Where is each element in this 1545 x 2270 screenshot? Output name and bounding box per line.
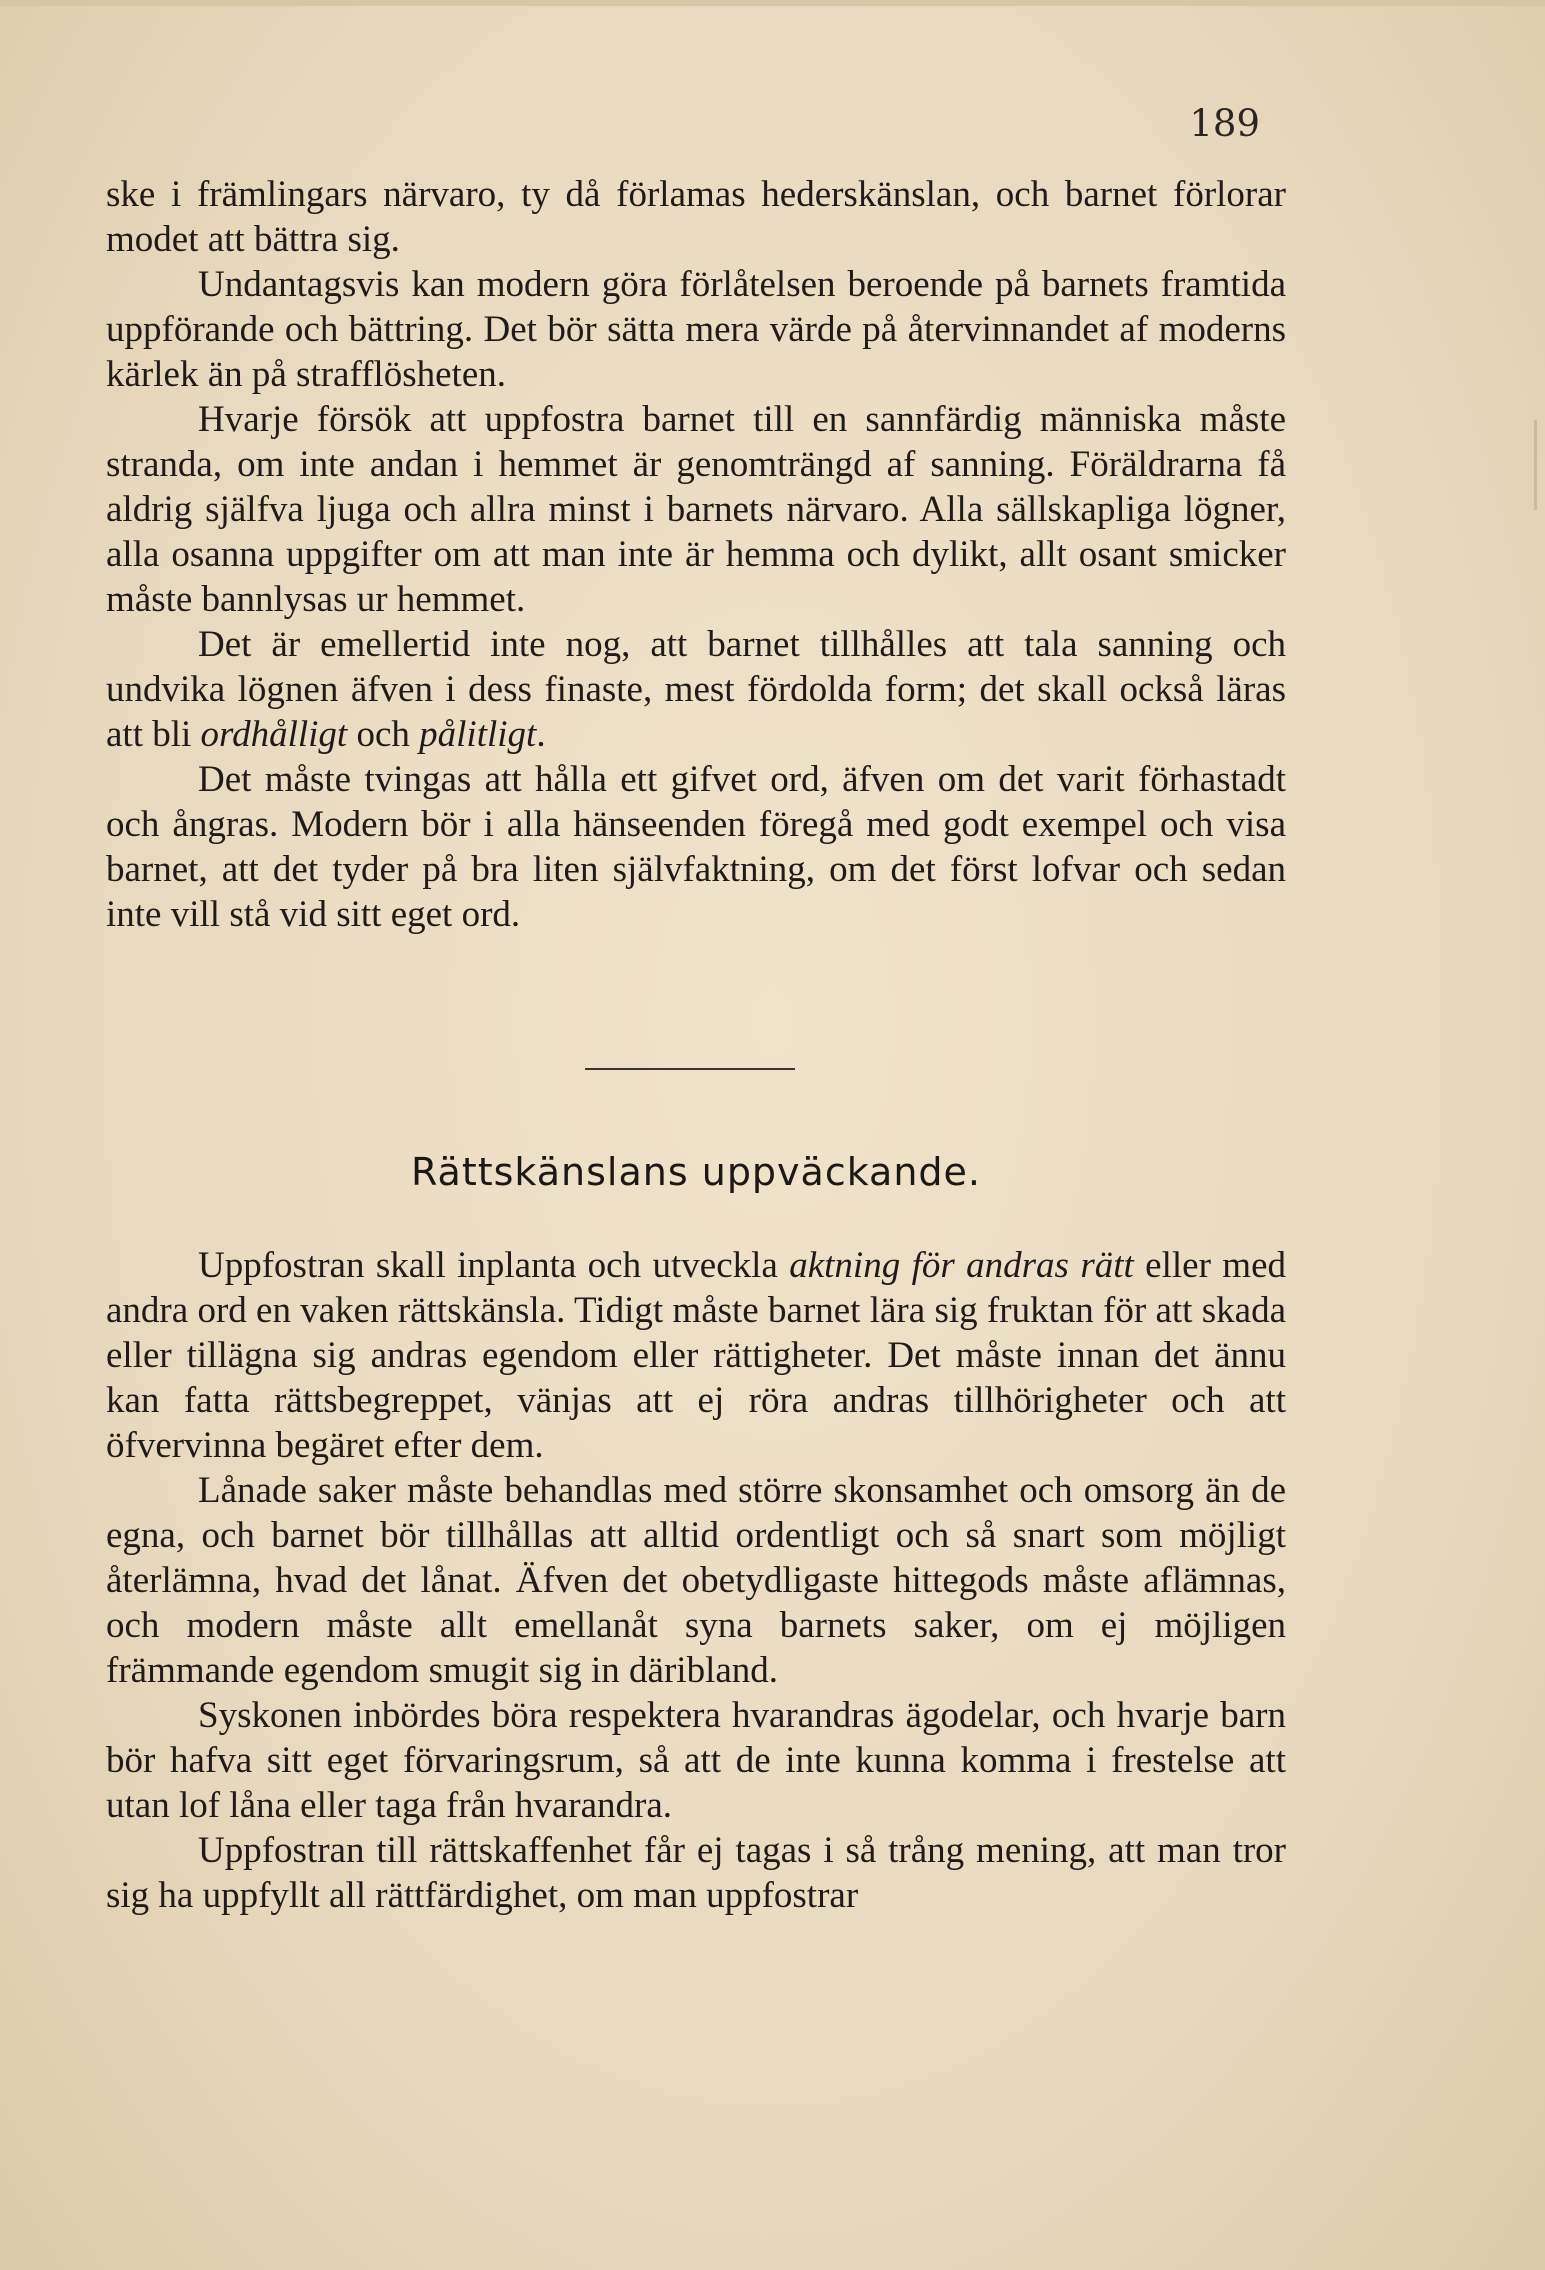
emphasis-palitligt: pålitligt [419,714,537,755]
paragraph-8 [106,1693,1286,1828]
paragraph-4 [106,622,1286,757]
page-edge-shadow [1534,420,1537,510]
paragraph-2-text: Undantagsvis kan modern göra förlåtelsen beroende på barnets framtida uppförande och bättring. Det bör sätta mera värde på återvinnandet af moderns kärlek än på strafflösheten. [106,264,1286,395]
paragraph-6-text: Uppfostran skall inplanta och utveckla [198,1245,790,1286]
paragraph-5 [106,757,1286,937]
paragraph-4-text: Det är emellertid inte nog, att barnet tillhålles att tala sanning och undvika lögnen äfven i dess finaste, mest fördolda form; det skall också läras att bli [106,624,1286,755]
paragraph-5-text: Det måste tvingas att hålla ett gifvet ord, äfven om det varit förhastadt och ångras. Modern bör i alla hänseenden föregå med godt exempel och visa barnet, att det tyder på bra liten självfaktning, om det först lofvar och sedan inte vill stå vid sitt eget ord. [106,759,1286,935]
paragraph-3 [106,397,1286,622]
page-top-edge [0,0,1545,6]
emphasis-aktning: aktning för andras rätt [789,1245,1134,1286]
paragraph-9-text: Uppfostran till rättskaffenhet får ej tagas i så trång mening, att man tror sig ha uppfyllt all rättfärdighet, om man uppfostrar [106,1830,1286,1916]
paragraph-3-text: Hvarje försök att uppfostra barnet till en sannfärdig människa måste stranda, om inte andan i hemmet är genomträngd af sanning. Föräldrarna få aldrig själfva ljuga och allra minst i barnets närvaro. Alla sällskapliga lögner, alla osanna uppgifter om att man inte är hemma och dylikt, allt osant smicker måste bannlysas ur hemmet. [106,399,1286,620]
paragraph-9 [106,1828,1286,1918]
emphasis-ordhalligt: ordhålligt [200,714,348,755]
section-divider-rule [585,1068,795,1070]
paragraph-4-connector: och [347,714,420,755]
paragraph-2 [106,262,1286,397]
paragraph-7 [106,1468,1286,1693]
section-body-top [106,172,1286,937]
section-heading: Rättskänslans uppväckande. [410,1150,982,1194]
paragraph-7-text: Lånade saker måste behandlas med större skonsamhet och omsorg än de egna, och barnet bör tillhållas att alltid ordentligt och så snart som möjligt återlämna, hvad det lånat. Äfven det obetydligaste hittegods måste aflämnas, och modern måste allt emellanåt syna barnets saker, om ej möjligen främmande egendom smugit sig in däribland. [106,1470,1286,1691]
section-body-bottom [106,1243,1286,1918]
paragraph-4-end: . [536,714,546,755]
page-number: 189 [1189,102,1260,145]
paragraph-6 [106,1243,1286,1468]
paragraph-1 [106,172,1286,262]
paragraph-8-text: Syskonen inbördes böra respektera hvarandras ägodelar, och hvarje barn bör hafva sitt eget förvaringsrum, så att de inte kunna komma i frestelse att utan lof låna eller taga från hvarandra. [106,1695,1286,1826]
paragraph-1-text: ske i främlingars närvaro, ty då förlamas hederskänslan, och barnet förlorar modet att bättra sig. [106,174,1286,260]
paragraph-6-rest: eller med andra ord en vaken rättskänsla. Tidigt måste barnet lära sig fruktan för att skada eller tillägna sig andras egendom eller rättigheter. Det måste innan det ännu kan fatta rättsbegreppet, vänjas att ej röra andras tillhörigheter och att öfvervinna begäret efter dem. [106,1245,1286,1466]
